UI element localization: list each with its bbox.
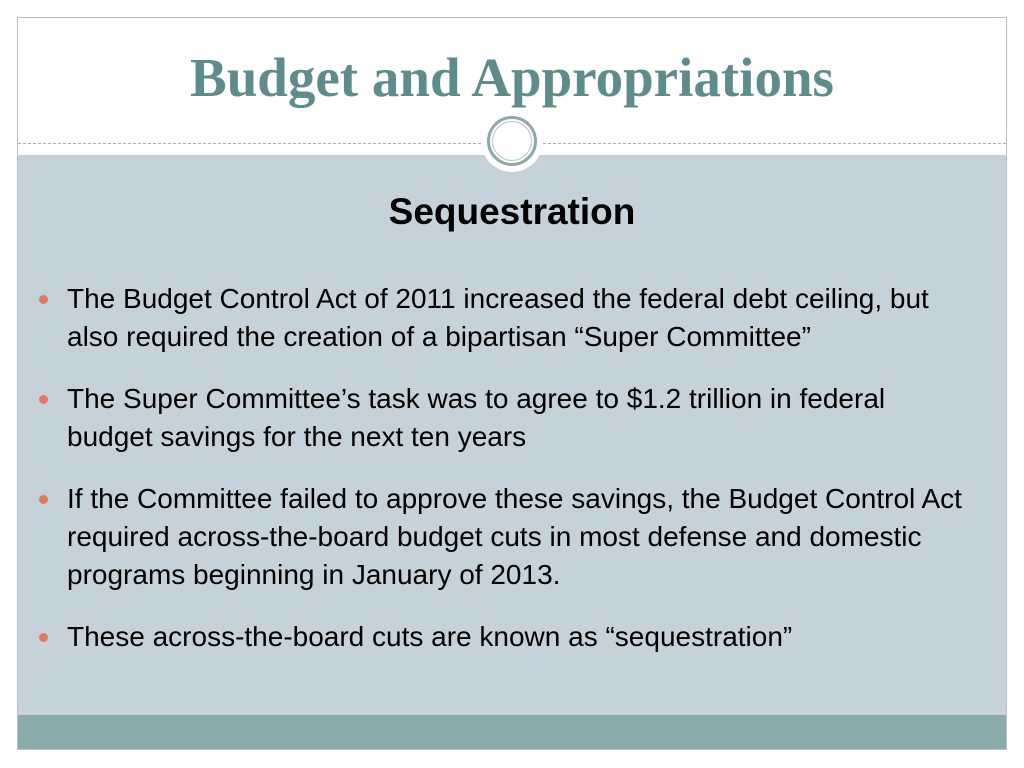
bullet-text-line: These across-the-board cuts are known as “sequestration” <box>67 621 793 652</box>
bullet-item <box>67 618 997 656</box>
bullet-text-line: If the Committee failed to approve these savings, the Budget Control Act <box>67 483 962 514</box>
footer-band <box>18 715 1006 749</box>
medallion-inner-ring <box>492 121 532 161</box>
bullet-item <box>67 480 997 594</box>
bullet-text-line: programs beginning in January of 2013. <box>67 559 561 590</box>
bullet-marker-icon <box>39 633 48 642</box>
slide <box>17 17 1007 750</box>
bullet-marker-icon <box>39 395 48 404</box>
bullet-marker-icon <box>39 495 48 504</box>
bullet-item <box>67 380 997 456</box>
bullet-marker-icon <box>39 295 48 304</box>
bullet-text-line: budget savings for the next ten years <box>67 421 527 452</box>
bullet-text-line: The Budget Control Act of 2011 increased the federal debt ceiling, but <box>67 283 929 314</box>
slide-subtitle: Sequestration <box>388 191 636 232</box>
slide-title: Budget and Appropriations <box>190 47 834 108</box>
bullet-text-line: The Super Committee’s task was to agree to $1.2 trillion in federal <box>67 383 886 414</box>
bullet-text-line: also required the creation of a bipartisan “Super Committee” <box>67 321 811 352</box>
bullet-text-line: required across-the-board budget cuts in most defense and domestic <box>67 521 922 552</box>
bullet-item <box>67 280 997 356</box>
bullet-list <box>67 280 997 680</box>
